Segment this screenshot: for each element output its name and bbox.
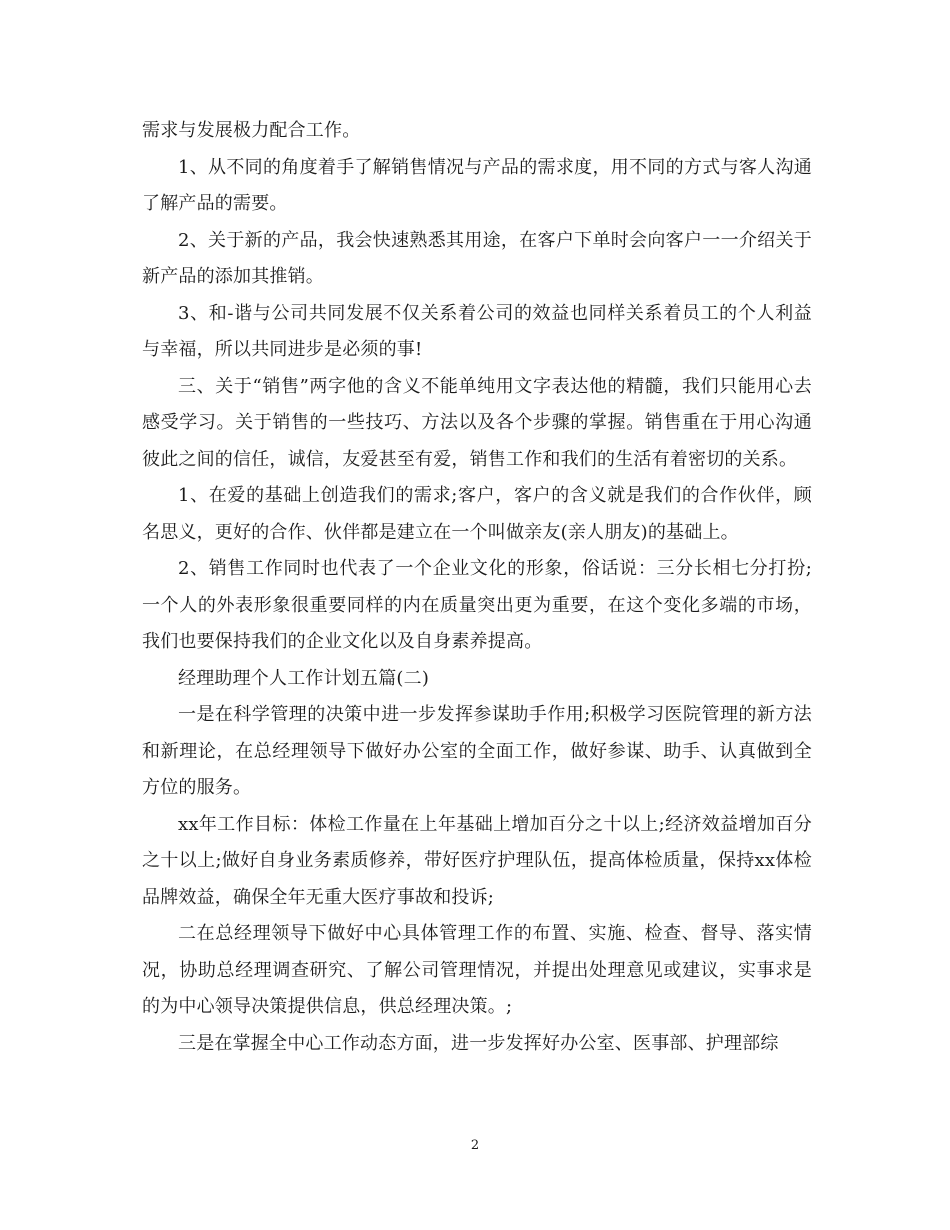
paragraph-sales-item-1: 1、在爱的基础上创造我们的需求;客户，客户的含义就是我们的合作伙伴，顾名思义，更好的合作、伙伴都是建立在一个叫做亲友(亲人朋友)的基础上。 [142,485,812,543]
paragraph-sales-item-2: 2、销售工作同时也代表了一个企业文化的形象，俗话说：三分长相七分打扮;一个人的外表形象很重要同样的内在质量突出更为重要，在这个变化多端的市场，我们也要保持我们的企业文化以及自身素养提高。 [142,558,812,652]
paragraph-plan-two: 二在总经理领导下做好中心具体管理工作的布置、实施、检查、督导、落实情况，协助总经理调查研究、了解公司管理情况，并提出处理意见或建议，实事求是的为中心领导决策提供信息，供总经理决策。; [142,923,812,1017]
paragraph-plan-one: 一是在科学管理的决策中进一步发挥参谋助手作用;积极学习医院管理的新方法和新理论，在总经理领导下做好办公室的全面工作，做好参谋、助手、认真做到全方位的服务。 [142,704,812,798]
paragraph-item-3: 3、和-谐与公司共同发展不仅关系着公司的效益也同样关系着员工的个人利益与幸福，所以共同进步是必须的事! [142,302,812,360]
paragraph-section-three: 三、关于“销售”两字他的含义不能单纯用文字表达他的精髓，我们只能用心去感受学习。关于销售的一些技巧、方法以及各个步骤的掌握。销售重在于用心沟通彼此之间的信任，诚信，友爱甚至有爱，销售工作和我们的生活有着密切的关系。 [142,375,812,470]
paragraph-item-1: 1、从不同的角度着手了解销售情况与产品的需求度，用不同的方式与客人沟通了解产品的需要。 [142,156,812,214]
document-body [142,113,812,1062]
paragraph-continuation: 需求与发展极力配合工作。 [142,120,361,141]
section-heading: 经理助理个人工作计划五篇(二) [178,667,430,689]
paragraph-annual-goals: xx年工作目标：体检工作量在上年基础上增加百分之十以上;经济效益增加百分之十以上;做好自身业务素质修养，带好医疗护理队伍，提高体检质量，保持xx体检品牌效益，确保全年无重大医疗事故和投诉; [142,813,812,908]
paragraph-plan-three: 三是在掌握全中心工作动态方面，进一步发挥好办公室、医事部、护理部综 [178,1032,779,1054]
page-number: 2 [470,1138,480,1153]
paragraph-item-2: 2、关于新的产品，我会快速熟悉其用途，在客户下单时会向客户一一介绍关于新产品的添加其推销。 [142,229,812,287]
